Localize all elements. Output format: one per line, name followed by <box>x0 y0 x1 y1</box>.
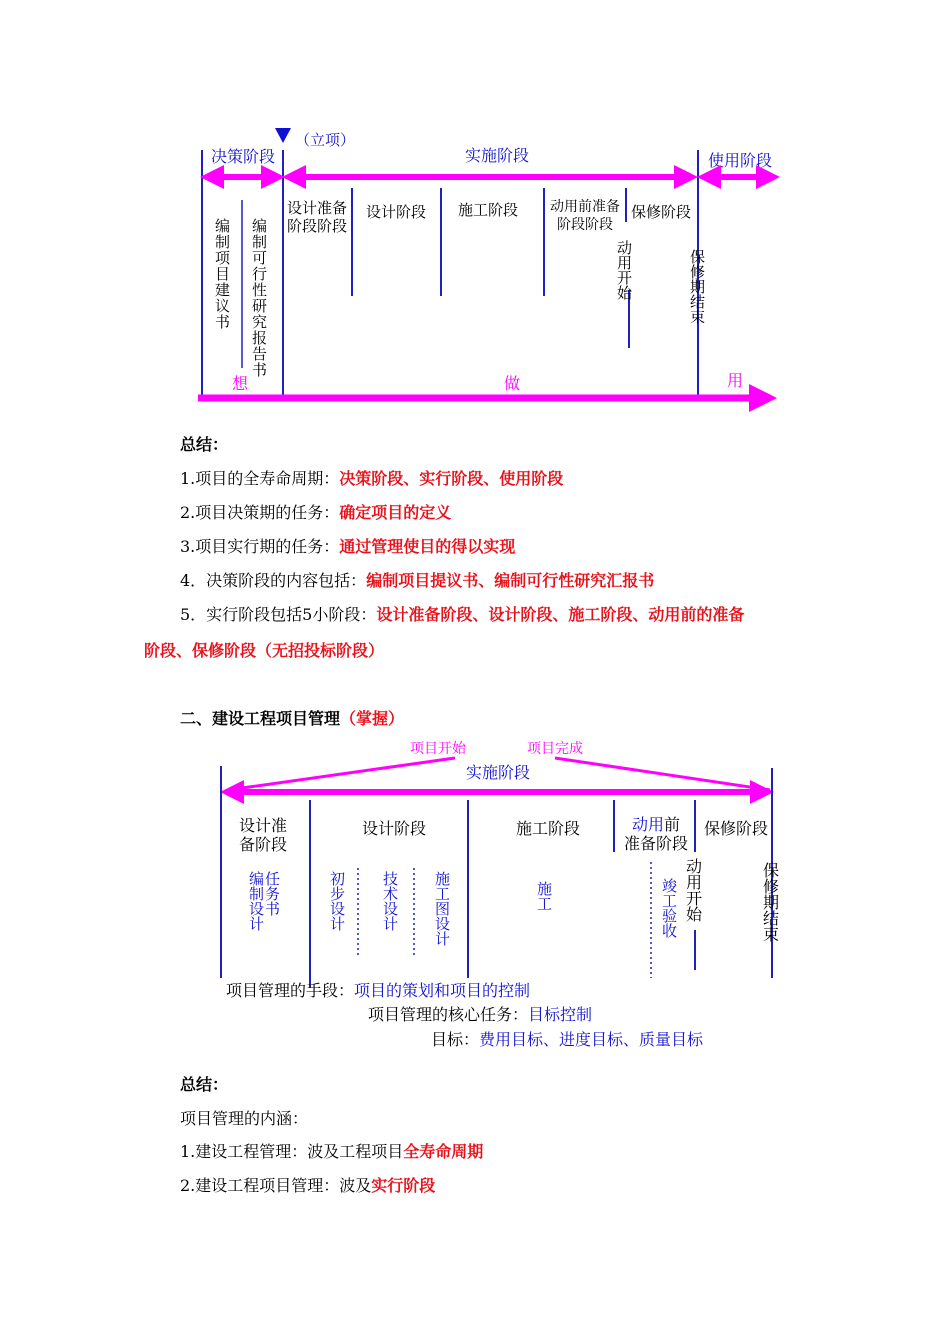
core-task-line <box>368 1005 592 1024</box>
subtask-task-book-col1: 编制设计 <box>247 871 265 931</box>
subtask-construction-drawing: 施工图设计 <box>433 871 451 946</box>
subtask-preliminary: 初步设计 <box>328 871 346 931</box>
stage2-warranty-label: 保修阶段 <box>703 819 769 838</box>
project-start-label: 项目开始 <box>410 741 466 757</box>
summary1-heading: 总结： <box>180 435 229 454</box>
phase-usage-label: 使用阶段 <box>707 151 773 170</box>
means-line <box>226 981 530 1000</box>
summary1-item-4-label: 4．决策阶段的内容包括： <box>180 571 367 590</box>
subtask-acceptance: 竣工验收 <box>660 878 678 938</box>
stage2-pre-use-a: 动用 <box>631 815 664 834</box>
stage2-pre-use-line1 <box>632 815 680 834</box>
stage2-design-prep-line2: 备阶段 <box>238 835 288 854</box>
summary2-item-1-label: 1.建设工程管理：波及工程项目 <box>180 1142 404 1161</box>
summary2-item-2-value: 实行阶段 <box>371 1176 436 1195</box>
stage-design-prep-line1: 设计准备 <box>287 199 348 217</box>
doc-project-proposal: 编制项目建议书 <box>213 218 231 330</box>
core-task-value: 目标控制 <box>528 1005 593 1024</box>
bottom-label-do: 做 <box>503 374 521 393</box>
milestone2-start-use: 动用开始 <box>683 858 703 922</box>
subtask-construction: 施工 <box>535 881 553 911</box>
subtask-task-book-col2: 任务书 <box>263 871 281 916</box>
roof-line-left <box>228 758 455 790</box>
phase-implementation-label-2: 实施阶段 <box>465 763 531 782</box>
stage-warranty-label: 保修阶段 <box>630 203 692 221</box>
section2-title-note: （掌握） <box>340 709 405 728</box>
milestone-warranty-end: 保修期结束 <box>688 249 706 324</box>
summary1-item-2-value: 确定项目的定义 <box>339 503 452 522</box>
summary1-item-5-value: 设计准备阶段、设计阶段、施工阶段、动用前的准备 <box>376 605 745 624</box>
stage2-design-prep-line1: 设计准 <box>238 816 288 835</box>
summary2-intro: 项目管理的内涵： <box>180 1109 309 1128</box>
summary1-item-3-label: 3.项目实行期的任务： <box>180 537 340 556</box>
goals-line <box>431 1030 704 1049</box>
stage2-construction-label: 施工阶段 <box>515 819 581 838</box>
goals-label: 目标： <box>431 1030 480 1049</box>
bottom-label-think: 想 <box>231 374 249 393</box>
stage2-design-label: 设计阶段 <box>361 819 427 838</box>
stage2-pre-use-b: 前 <box>664 815 681 834</box>
summary1-item-1-value: 决策阶段、实行阶段、使用阶段 <box>339 469 564 488</box>
summary1-item-3-value: 通过管理使目的得以实现 <box>339 537 516 556</box>
roof-line-right <box>555 758 770 790</box>
subtask-technical: 技术设计 <box>381 871 399 931</box>
section2-title-text: 二、建设工程项目管理 <box>180 709 341 728</box>
stage-pre-use-line2: 阶段阶段 <box>557 217 613 233</box>
phase-decision-label: 决策阶段 <box>210 147 276 166</box>
core-task-label: 项目管理的核心任务： <box>368 1005 529 1024</box>
stage-design-label: 设计阶段 <box>365 203 427 221</box>
doc-feasibility-report: 编制可行性研究报告书 <box>250 218 268 378</box>
project-end-label: 项目完成 <box>527 741 583 757</box>
summary2-heading: 总结： <box>180 1075 229 1094</box>
summary1-item-2-label: 2.项目决策期的任务： <box>180 503 340 522</box>
phase-implementation-label: 实施阶段 <box>464 146 530 165</box>
approval-marker-label: （立项） <box>295 131 356 149</box>
means-value: 项目的策划和项目的控制 <box>354 981 531 1000</box>
summary2-item-2-label: 2.建设工程项目管理：波及 <box>180 1176 372 1195</box>
stage-construction-label: 施工阶段 <box>457 201 519 219</box>
bottom-label-use: 用 <box>726 371 744 390</box>
summary1-item-4-value: 编制项目提议书、编制可行性研究汇报书 <box>366 571 655 590</box>
summary2-item-1 <box>180 1142 483 1162</box>
summary1-item-1-label: 1.项目的全寿命周期： <box>180 469 340 488</box>
stage-pre-use-line1: 动用前准备 <box>550 199 620 215</box>
stage2-pre-use-line2: 准备阶段 <box>623 834 689 853</box>
milestone2-warranty-end: 保修期结束 <box>760 862 780 942</box>
goals-value: 费用目标、进度目标、质量目标 <box>479 1030 704 1049</box>
summary1-item-5-continued: 阶段、保修阶段（无招投标阶段） <box>144 641 385 660</box>
milestone-start-use: 动用开始 <box>615 240 633 300</box>
means-label: 项目管理的手段： <box>226 981 355 1000</box>
summary2-item-2 <box>180 1176 435 1196</box>
stage-design-prep-line2: 阶段阶段 <box>287 217 348 235</box>
summary1-item-5-label: 5．实行阶段包括5小阶段： <box>180 605 377 624</box>
summary2-item-1-value: 全寿命周期 <box>403 1142 484 1161</box>
